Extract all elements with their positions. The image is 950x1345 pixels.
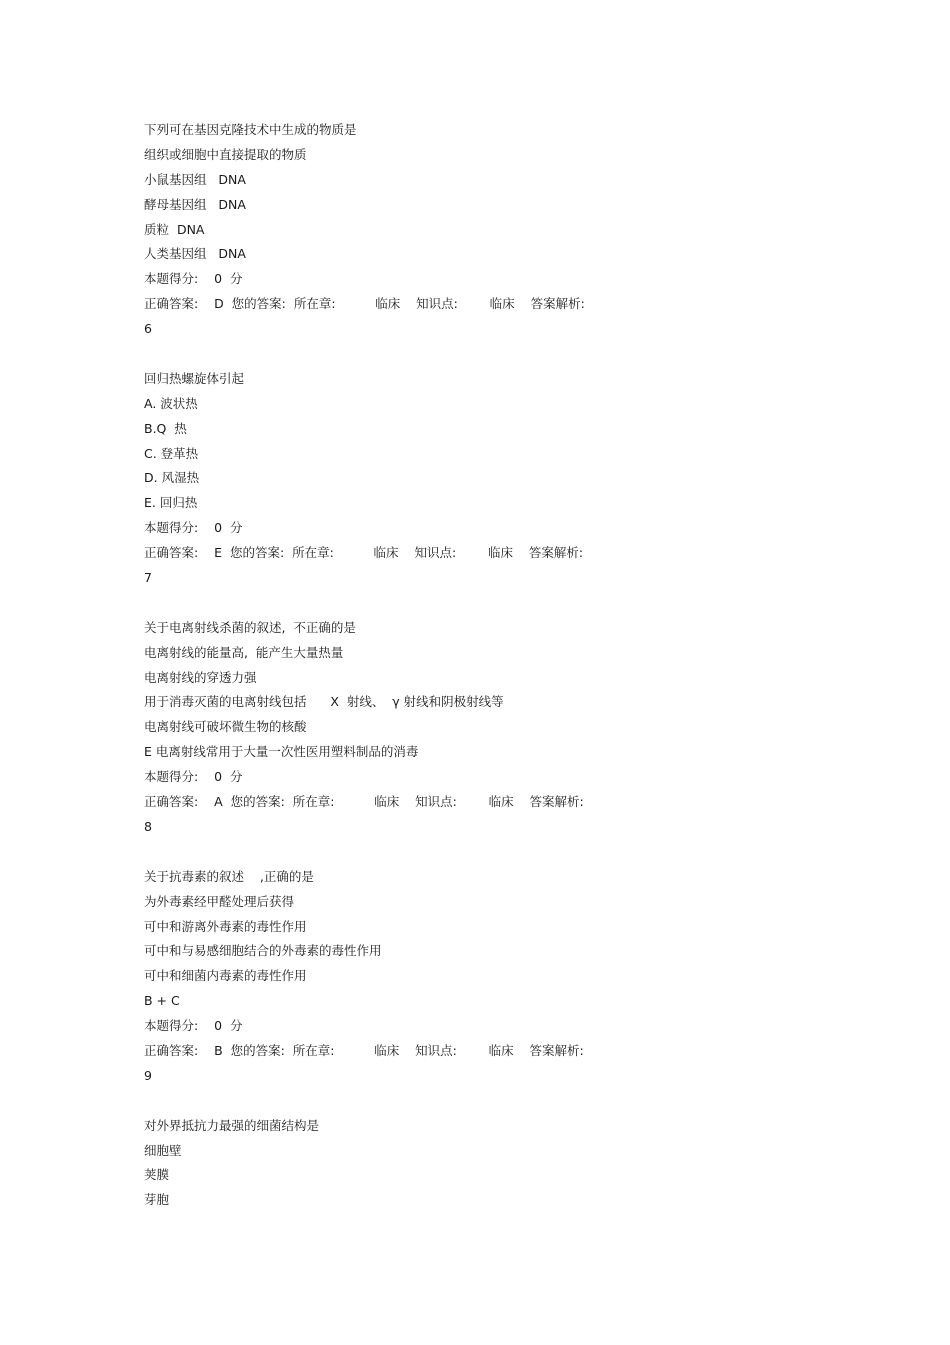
answer-line: 正确答案: A 您的答案: 所在章: 临床 知识点: 临床 答案解析:	[144, 794, 584, 810]
question-number: 7	[144, 570, 152, 586]
option-line: 小鼠基因组 DNA	[144, 171, 246, 187]
question-stem: 关于电离射线杀菌的叙述, 不正确的是	[144, 619, 356, 635]
document-page	[144, 118, 844, 1213]
option-line: 电离射线的能量高, 能产生大量热量	[144, 644, 344, 660]
answer-line: 正确答案: B 您的答案: 所在章: 临床 知识点: 临床 答案解析:	[144, 1042, 584, 1058]
option-line: D. 风湿热	[144, 470, 200, 486]
option-line: C. 登革热	[144, 445, 199, 461]
option-line: A. 波状热	[144, 395, 198, 411]
option-line: 电离射线的穿透力强	[144, 669, 257, 685]
option-line: 电离射线可破坏微生物的核酸	[144, 719, 307, 735]
score-line: 本题得分: 0 分	[144, 520, 243, 536]
score-line: 本题得分: 0 分	[144, 769, 243, 785]
option-line: 荚膜	[144, 1167, 170, 1183]
option-line: 为外毒素经甲醛处理后获得	[144, 893, 295, 909]
question-stem: 下列可在基因克隆技术中生成的物质是	[144, 122, 357, 137]
question-number: 6	[144, 321, 152, 337]
option-line: 酵母基因组 DNA	[144, 196, 246, 212]
question-block	[144, 865, 844, 1089]
block-spacer	[144, 591, 844, 616]
block-spacer	[144, 342, 844, 367]
option-line: B.Q 热	[144, 420, 187, 436]
block-spacer	[144, 1089, 844, 1114]
answer-line: 正确答案: E 您的答案: 所在章: 临床 知识点: 临床 答案解析:	[144, 545, 584, 561]
option-line: 可中和与易感细胞结合的外毒素的毒性作用	[144, 943, 382, 959]
question-block	[144, 616, 844, 840]
question-stem: 关于抗毒素的叙述 ,正确的是	[144, 868, 314, 884]
question-block	[144, 118, 844, 342]
question-block	[144, 1114, 844, 1214]
option-line: 人类基因组 DNA	[144, 246, 246, 262]
block-spacer	[144, 840, 844, 865]
question-stem: 对外界抵抗力最强的细菌结构是	[144, 1117, 320, 1133]
option-line: E. 回归热	[144, 495, 198, 511]
question-number: 9	[144, 1067, 152, 1083]
score-line: 本题得分: 0 分	[144, 271, 243, 287]
option-line: B + C	[144, 993, 180, 1009]
score-line: 本题得分: 0 分	[144, 1018, 243, 1034]
question-stem: 回归热螺旋体引起	[144, 370, 245, 386]
question-block	[144, 367, 844, 591]
option-line: 用于消毒灭菌的电离射线包括 X 射线、 γ 射线和阴极射线等	[144, 694, 504, 710]
option-line: 可中和细菌内毒素的毒性作用	[144, 968, 307, 984]
option-line: 细胞壁	[144, 1142, 182, 1158]
option-line: 组织或细胞中直接提取的物质	[144, 146, 307, 162]
option-line: E 电离射线常用于大量一次性医用塑料制品的消毒	[144, 744, 419, 760]
option-line: 芽胞	[144, 1192, 170, 1208]
option-line: 可中和游离外毒素的毒性作用	[144, 918, 307, 934]
answer-line: 正确答案: D 您的答案: 所在章: 临床 知识点: 临床 答案解析:	[144, 296, 585, 312]
question-number: 8	[144, 818, 152, 834]
option-line: 质粒 DNA	[144, 221, 205, 237]
